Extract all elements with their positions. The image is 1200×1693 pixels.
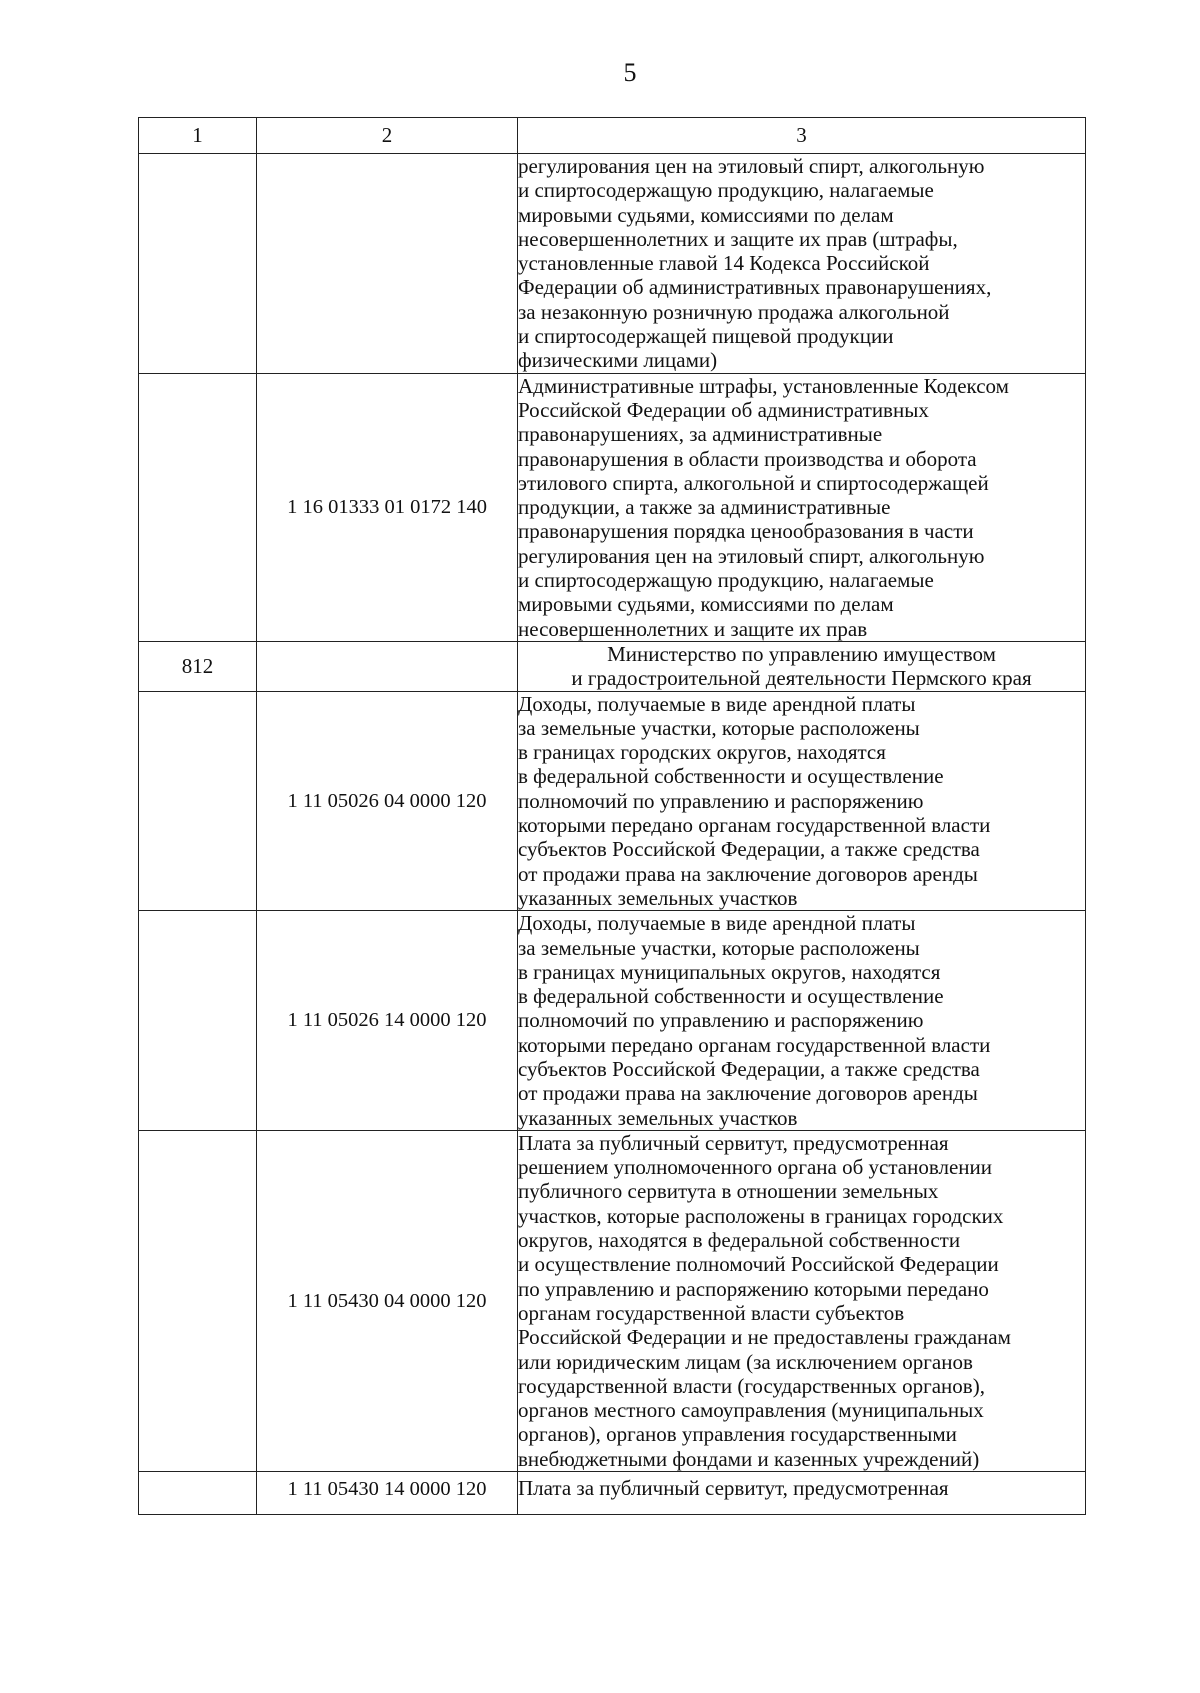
description-line: государственной власти (государственных органов),: [518, 1373, 985, 1398]
description-cell: [518, 911, 1086, 1131]
description-line: указанных земельных участков: [518, 1105, 798, 1130]
revenue-code-cell: 1 11 05026 04 0000 120: [257, 691, 518, 911]
description-cell: [518, 1130, 1086, 1471]
description-line: и спиртосодержащей пищевой продукции: [518, 324, 894, 349]
revenue-code-cell: 1 16 01333 01 0172 140: [257, 373, 518, 641]
description-line: Федерации об административных правонарушениях,: [518, 275, 992, 300]
description-line: округов, находятся в федеральной собственности: [518, 1228, 961, 1253]
description-line: которыми передано органам государственной власти: [518, 1032, 991, 1057]
description-line: субъектов Российской Федерации, а также средства: [518, 837, 980, 862]
admin-code-cell: [139, 1130, 257, 1471]
description-line: этилового спирта, алкогольной и спиртосодержащей: [518, 470, 989, 495]
description-line: субъектов Российской Федерации, а также средства: [518, 1056, 980, 1081]
description-line: правонарушения в области производства и оборота: [518, 446, 977, 471]
description-line: указанных земельных участков: [518, 885, 798, 910]
description-line: и спиртосодержащую продукцию, налагаемые: [518, 568, 934, 593]
description-cell: [518, 1472, 1086, 1515]
description-line: несовершеннолетних и защите их прав: [518, 616, 868, 641]
admin-code-cell: 812: [139, 641, 257, 691]
description-line: которыми передано органам государственной власти: [518, 813, 991, 838]
description-line: внебюджетными фондами и казенных учреждений): [518, 1446, 980, 1471]
table-row: [139, 691, 1086, 911]
admin-code-cell: [139, 373, 257, 641]
description-line: полномочий по управлению и распоряжению: [518, 788, 924, 813]
revenue-code-cell: 1 11 05430 14 0000 120: [257, 1472, 518, 1515]
admin-code-cell: [139, 911, 257, 1131]
description-cell: [518, 373, 1086, 641]
revenue-code-cell: [257, 154, 518, 374]
description-line: регулирования цен на этиловый спирт, алкогольную: [518, 154, 985, 178]
description-line: и градостроительной деятельности Пермского края: [571, 666, 1032, 691]
ministry-name-cell: [518, 641, 1086, 691]
description-line: решением уполномоченного органа об установлении: [518, 1155, 993, 1180]
description-line: за земельные участки, которые расположены: [518, 715, 920, 740]
description-line: Российской Федерации и не предоставлены гражданам: [518, 1325, 1011, 1350]
description-line: правонарушениях, за административные: [518, 422, 883, 447]
description-line: публичного сервитута в отношении земельных: [518, 1179, 939, 1204]
description-line: Российской Федерации об административных: [518, 397, 929, 422]
description-line: за незаконную розничную продажа алкогольной: [518, 299, 950, 324]
header-col-3: 3: [518, 118, 1086, 154]
description-line: по управлению и распоряжению которыми передано: [518, 1276, 989, 1301]
description-line: Министерство по управлению имуществом: [607, 641, 996, 666]
description-line: Доходы, получаемые в виде арендной платы: [518, 691, 916, 716]
description-line: полномочий по управлению и распоряжению: [518, 1008, 924, 1033]
revenue-code-cell: 1 11 05430 04 0000 120: [257, 1130, 518, 1471]
admin-code-cell: [139, 154, 257, 374]
revenue-code-cell: 1 11 05026 14 0000 120: [257, 911, 518, 1131]
table-row: [139, 911, 1086, 1131]
table-row: [139, 373, 1086, 641]
description-line: Плата за публичный сервитут, предусмотренная: [518, 1476, 949, 1501]
description-line: в федеральной собственности и осуществление: [518, 764, 944, 789]
description-line: в федеральной собственности и осуществление: [518, 984, 944, 1009]
description-line: и осуществление полномочий Российской Федерации: [518, 1252, 999, 1277]
description-line: участков, которые расположены в границах городских: [518, 1203, 1004, 1228]
description-line: в границах городских округов, находятся: [518, 740, 886, 765]
description-line: в границах муниципальных округов, находятся: [518, 959, 941, 984]
description-line: Доходы, получаемые в виде арендной платы: [518, 911, 916, 936]
description-cell: [518, 154, 1086, 374]
description-cell: [518, 691, 1086, 911]
description-line: от продажи права на заключение договоров аренды: [518, 1081, 978, 1106]
description-line: регулирования цен на этиловый спирт, алкогольную: [518, 543, 985, 568]
table-body: [139, 154, 1086, 1515]
description-line: мировыми судьями, комиссиями по делам: [518, 202, 894, 227]
table-row: [139, 154, 1086, 374]
admin-code-cell: [139, 691, 257, 911]
description-line: за земельные участки, которые расположены: [518, 935, 920, 960]
header-col-1: 1: [139, 118, 257, 154]
table-row: [139, 1472, 1086, 1515]
table-row: [139, 1130, 1086, 1471]
description-line: правонарушения порядка ценообразования в части: [518, 519, 974, 544]
description-line: органов местного самоуправления (муниципальных: [518, 1398, 984, 1423]
admin-code-cell: [139, 1472, 257, 1515]
description-line: продукции, а также за административные: [518, 495, 891, 520]
description-line: Плата за публичный сервитут, предусмотренная: [518, 1130, 949, 1155]
description-line: несовершеннолетних и защите их прав (штрафы,: [518, 226, 958, 251]
description-line: Административные штрафы, установленные Кодексом: [518, 373, 1009, 398]
revenue-codes-table: [138, 117, 1086, 1515]
description-line: мировыми судьями, комиссиями по делам: [518, 592, 894, 617]
description-line: и спиртосодержащую продукцию, налагаемые: [518, 178, 934, 203]
description-line: органов), органов управления государственными: [518, 1422, 957, 1447]
description-line: от продажи права на заключение договоров аренды: [518, 861, 978, 886]
header-col-2: 2: [257, 118, 518, 154]
revenue-code-cell: [257, 641, 518, 691]
description-line: физическими лицами): [518, 348, 718, 373]
table-row: [139, 641, 1086, 691]
description-line: органам государственной власти субъектов: [518, 1300, 905, 1325]
page-number: 5: [623, 58, 637, 87]
description-line: установленные главой 14 Кодекса Российской: [518, 251, 930, 276]
description-line: или юридическим лицам (за исключением органов: [518, 1349, 973, 1374]
table-header-row: [139, 118, 1086, 154]
